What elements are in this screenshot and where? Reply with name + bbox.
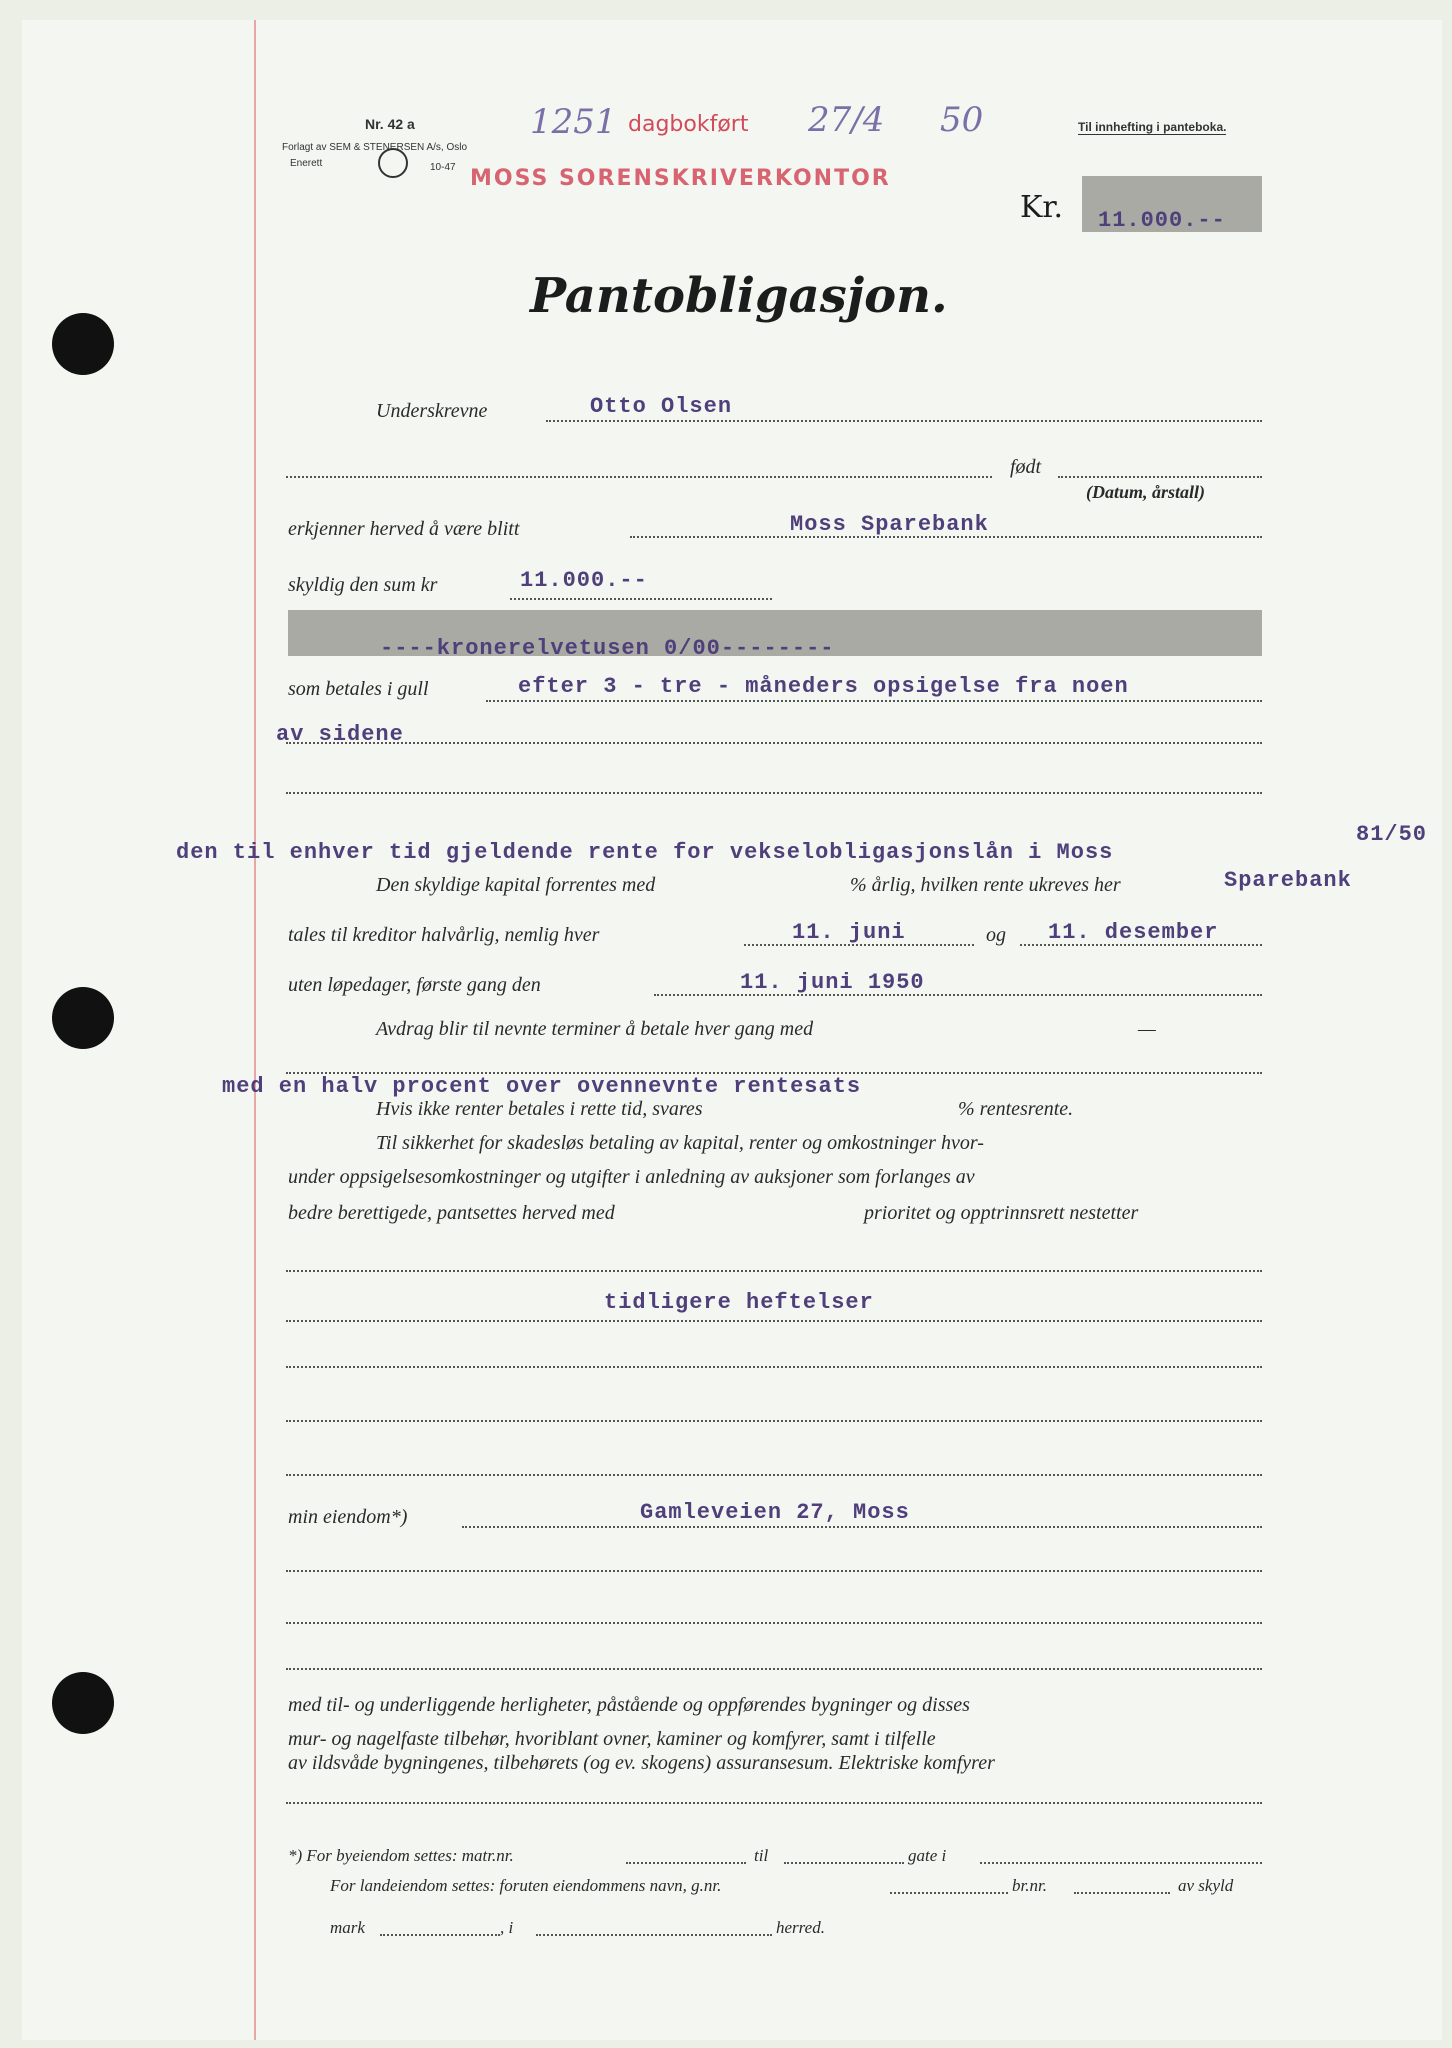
skyldig-line <box>510 598 772 600</box>
right-label: Til innhefting i panteboka. <box>1078 120 1227 134</box>
footnote-1a: *) For byeiendom settes: matr.nr. <box>288 1846 514 1865</box>
eiendom-line-2 <box>286 1570 1262 1572</box>
interest-line-3: uten løpedager, første gang den <box>288 974 541 996</box>
interest-date-1: 11. juni <box>792 920 906 945</box>
form-number: Nr. 42 a <box>365 116 415 132</box>
betales-line-3 <box>286 792 1262 794</box>
hvis-label: Hvis ikke renter betales i rette tid, svares <box>376 1098 703 1120</box>
skyldig-label: skyldig den sum kr <box>288 574 438 596</box>
publisher-enerett: Enerett <box>290 158 323 169</box>
footnote-2a: For landeiendom settes: foruten eiendommens navn, g.nr. <box>330 1876 722 1895</box>
footnote-line-3 <box>980 1862 1262 1864</box>
handwritten-year: 50 <box>940 100 984 140</box>
punch-hole-top <box>52 313 114 375</box>
security-line-4 <box>286 1420 1262 1422</box>
interest-typed-right-1: 81/50 <box>1356 822 1428 847</box>
security-line-2 <box>286 1320 1262 1322</box>
interest-date-2: 11. desember <box>1048 920 1219 945</box>
underskrevne-value: Otto Olsen <box>590 394 733 419</box>
closing-2: mur- og nagelfaste tilbehør, hvoriblant ovner, kaminer og komfyrer, samt i tilfelle <box>288 1728 936 1750</box>
fodt-line <box>286 476 992 478</box>
eiendom-label: min eiendom*) <box>288 1506 408 1528</box>
stamp-dagbokfort: dagbokført <box>628 112 749 137</box>
interest-typed-line: den til enhver tid gjeldende rente for vekselobligasjonslån i Moss <box>176 840 1114 865</box>
fodt-hint: (Datum, årstall) <box>1086 482 1206 502</box>
publisher-code: 10-47 <box>430 162 456 173</box>
handwritten-number: 1251 <box>530 102 617 142</box>
sum-value: 11.000.-- <box>520 568 648 593</box>
security-line-5 <box>286 1474 1262 1476</box>
footnote-line-6 <box>380 1934 500 1936</box>
footnote-3a: mark <box>330 1918 365 1937</box>
security-p2: under oppsigelsesomkostninger og utgifter i anledning av auksjoner som forlanges av <box>288 1166 975 1188</box>
footnote-line-1 <box>626 1862 746 1864</box>
interest-og: og <box>986 924 1006 946</box>
erkjenner-label: erkjenner herved å være blitt <box>288 518 520 540</box>
closing-line <box>286 1802 1262 1804</box>
footnote-1b: til <box>754 1846 769 1865</box>
security-p3: bedre berettigede, pantsettes herved med <box>288 1202 615 1224</box>
closing-1: med til- og underliggende herligheter, påstående og oppførendes bygninger og disses <box>288 1694 970 1716</box>
footnote-3b: , i <box>500 1918 514 1937</box>
eiendom-line-3 <box>286 1622 1262 1624</box>
footnote-line-4 <box>890 1892 1008 1894</box>
footnote-2b: br.nr. <box>1012 1876 1047 1895</box>
betales-line-2 <box>286 742 1262 744</box>
underskrevne-label: Underskrevne <box>376 400 488 422</box>
interest-line-1b: % årlig, hvilken rente ukreves her <box>850 874 1121 896</box>
punch-hole-middle <box>52 987 114 1049</box>
security-line-1 <box>286 1270 1262 1272</box>
underskrevne-line <box>546 420 1262 422</box>
security-p3b: prioritet og opptrinnsrett nestetter <box>864 1202 1139 1224</box>
avdrag-dash: — <box>1138 1018 1156 1040</box>
avdrag-label: Avdrag blir til nevnte terminer å betale hver gang med <box>376 1018 814 1040</box>
security-line-3 <box>286 1366 1262 1368</box>
punch-hole-bottom <box>52 1672 114 1734</box>
interest-typed-right-2: Sparebank <box>1224 868 1352 893</box>
typed-halv-procent: med en halv procent over ovennevnte rentesats <box>222 1074 862 1099</box>
security-p1: Til sikkerhet for skadesløs betaling av kapital, renter og omkostninger hvor- <box>376 1132 984 1154</box>
closing-3: av ildsvåde bygningenes, tilbehørets (og ev. skogens) assuransesum. Elektriske komfyrer <box>288 1752 995 1774</box>
sum-words-value: ----kronerelvetusen 0/00-------- <box>380 636 835 661</box>
stamp-office: MOSS SORENSKRIVERKONTOR <box>470 166 891 191</box>
hvis-label-b: % rentesrente. <box>958 1098 1074 1120</box>
footnote-3c: herred. <box>776 1918 825 1937</box>
eiendom-line-4 <box>286 1668 1262 1670</box>
betales-value-2: av sidene <box>276 722 404 747</box>
footnote-line-7 <box>536 1934 772 1936</box>
footnote-line-2 <box>784 1862 904 1864</box>
footnote-2c: av skyld <box>1178 1876 1234 1895</box>
interest-first-date: 11. juni 1950 <box>740 970 925 995</box>
interest-line-1: Den skyldige kapital forrentes med <box>376 874 656 896</box>
interest-line-2: tales til kreditor halvårlig, nemlig hver <box>288 924 600 946</box>
security-prior: tidligere heftelser <box>604 1290 874 1315</box>
fodt-line-2 <box>1058 476 1262 478</box>
margin-line <box>254 20 256 2040</box>
page-title: Pantobligasjon. <box>530 268 948 324</box>
betales-value-1: efter 3 - tre - måneders opsigelse fra noen <box>518 674 1129 699</box>
creditor-value: Moss Sparebank <box>790 512 989 537</box>
betales-line <box>486 700 1262 702</box>
fodt-label: født <box>1010 456 1042 478</box>
betales-label: som betales i gull <box>288 678 429 700</box>
handwritten-date: 27/4 <box>808 100 885 140</box>
footnote-1c: gate i <box>908 1846 947 1865</box>
amount-value: 11.000.-- <box>1098 208 1226 233</box>
amount-label: Kr. <box>1020 190 1063 225</box>
publisher-line: Forlagt av SEM & STENERSEN A/s, Oslo <box>282 142 468 153</box>
eiendom-value: Gamleveien 27, Moss <box>640 1500 910 1525</box>
publisher-logo <box>378 148 408 178</box>
footnote-line-5 <box>1074 1892 1170 1894</box>
eiendom-line <box>462 1526 1262 1528</box>
